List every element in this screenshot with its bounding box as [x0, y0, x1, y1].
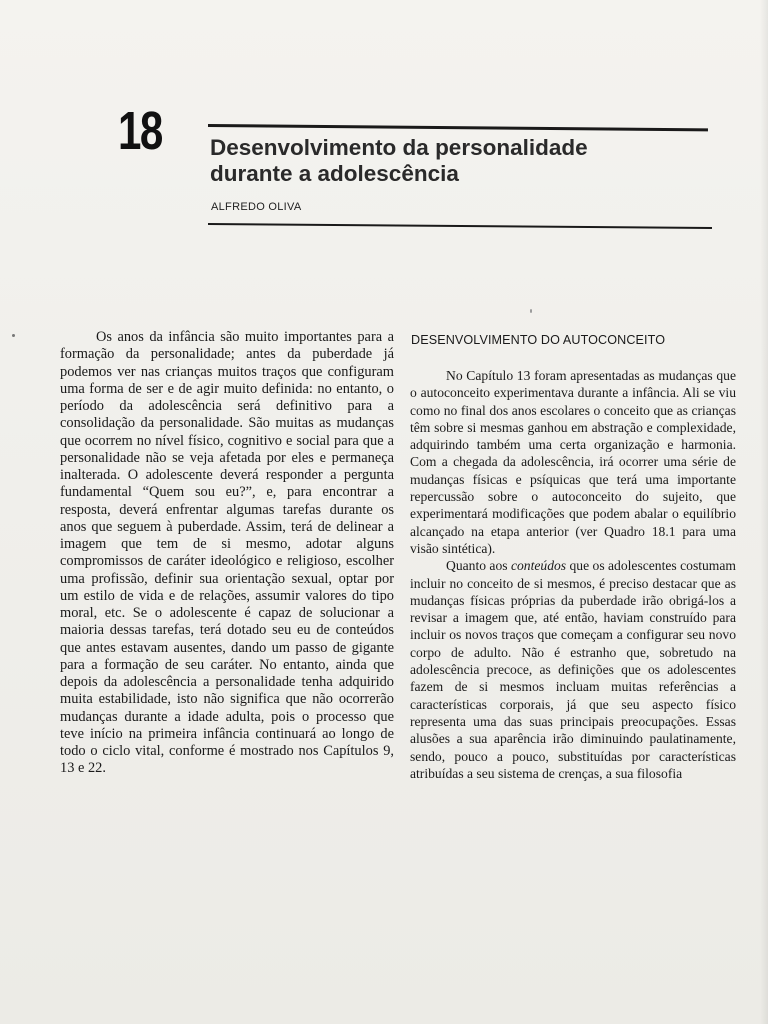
chapter-title-line-2: durante a adolescência	[210, 161, 459, 186]
right-paragraph-2-italic: conteúdos	[510, 558, 567, 574]
right-paragraph-2-start: Quanto aos	[446, 558, 511, 574]
chapter-title	[210, 135, 710, 187]
scan-speck	[530, 309, 532, 313]
right-paragraph-1: No Capítulo 13 foram apresentadas as mudanças que o autoconceito experimentava durante a infância. Ali se viu como no final dos anos escolares o conceito que as crianças têm sobre si mesmas ganhou em abstração e complexidade, adquirindo também uma certa organização e harmonia. Com a chegada da adolescência, irá ocorrer uma série de mudanças físicas e psíquicas que terá uma importante repercussão sobre o autoconceito do sujeito, que experimentará modificações que podem abalar o equilíbrio alcançado na etapa anterior (ver Quadro 18.1 para uma visão sintética).	[410, 368, 736, 556]
header-rule-bottom	[208, 223, 712, 229]
right-paragraph-2	[410, 557, 736, 782]
right-paragraph-2-rest: que os adolescentes costumam incluir no conceito de si mesmos, é preciso destacar que as mudanças físicas próprias da puberdade irão obrigá-los a revisar a imagem que, até então, haviam construído para incluir os novos traços que começam a configurar seu novo corpo de adulto. Não é estranho que, sobretudo na adolescência precoce, as definições que os adolescentes fazem de si mesmos incluam muitas referências a características corporais, já que seu aspecto físico representa uma das suas principais preocupações. Essas alusões a sua aparência irão diminuindo paulatinamente, sendo, pouco a pouco, substituídas por características atribuídas a seu sistema de crenças, a sua filosofia	[410, 558, 736, 781]
scan-speck	[12, 334, 15, 337]
scan-edge-shadow	[760, 0, 768, 1024]
left-paragraph-1: Os anos da infância são muito importantes para a formação da personalidade; antes da puberdade já podemos ver nas crianças muitos traços que configuram uma forma de ser e de agir muito definida: no entanto, o período da adolescência será definitivo para a consolidação da personalidade. São muitas as mudanças que ocorrem no nível físico, cognitivo e social para que a personalidade não se veja afetada por eles e permaneça inalterada. O adolescente deverá responder a pergunta fundamental “Quem sou eu?”, e, para encontrar a resposta, deverá enfrentar algumas tarefas durante os anos que seguem à puberdade. Assim, terá de delinear a imagem que tem de si mesmo, adotar alguns compromissos de caráter ideológico e religioso, escolher uma profissão, definir sua orientação sexual, optar por um estilo de vida e de relações, assumir valores do tipo moral, etc. Se o adolescente é capaz de solucionar a maioria dessas tarefas, terá dotado seu eu de conteúdos que antes estavam ausentes, dando um passo de gigante para a formação de seu caráter. No entanto, ainda que depois da adolescência a personalidade tenha adquirido muita estabilidade, isto não significa que não ocorrerão mudanças durante a idade adulta, pois o processo que teve início na primeira infância continuará ao longo de todo o ciclo vital, conforme é mostrado nos Capítulos 9, 13 e 22.	[60, 329, 394, 777]
right-column	[410, 367, 736, 782]
left-column	[60, 329, 394, 778]
chapter-title-line-1: Desenvolvimento da personalidade	[210, 135, 588, 160]
chapter-number: 18	[118, 101, 162, 161]
chapter-author: ALFREDO OLIVA	[211, 201, 302, 213]
section-heading: DESENVOLVIMENTO DO AUTOCONCEITO	[411, 333, 666, 347]
header-rule-top	[208, 124, 708, 131]
